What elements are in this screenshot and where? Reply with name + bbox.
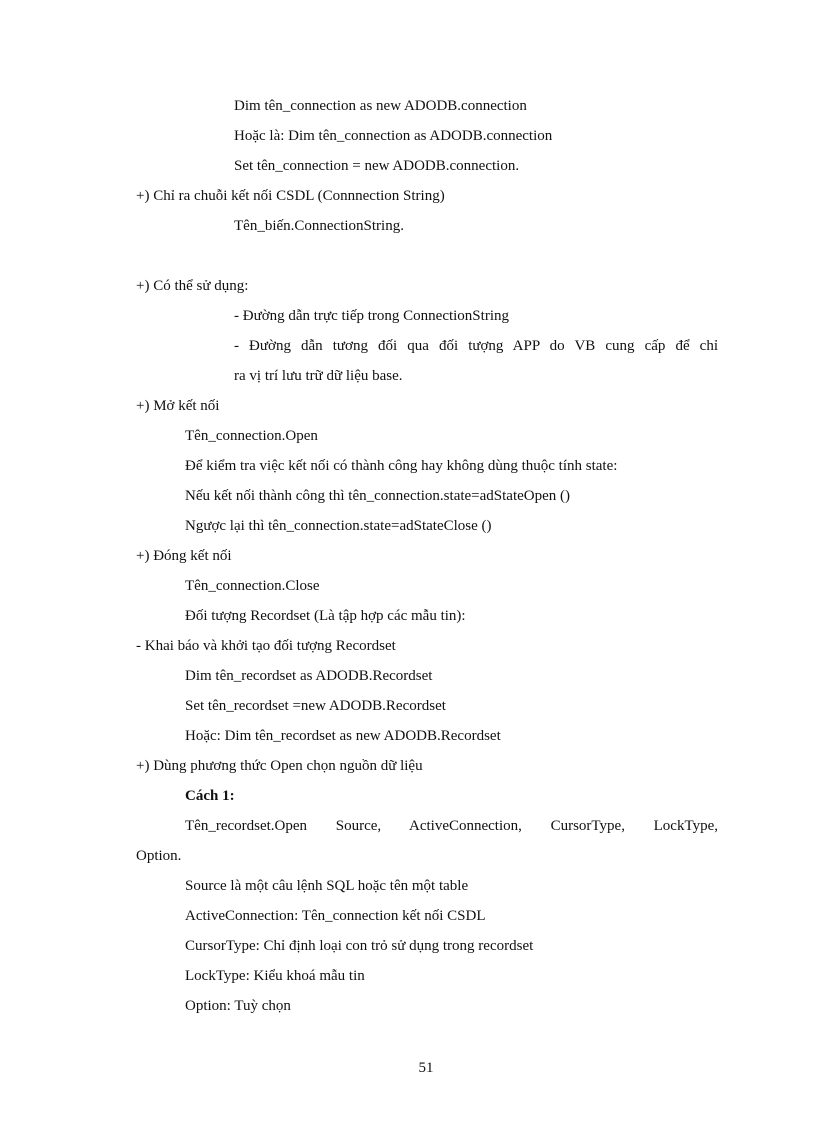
text-line: +) Dùng phương thức Open chọn nguồn dữ liệu	[136, 758, 423, 774]
section-heading: Cách 1:	[185, 788, 235, 804]
text-line: Tên_biến.ConnectionString.	[234, 218, 404, 234]
text-line: ra vị trí lưu trữ dữ liệu base.	[234, 368, 403, 384]
text-line: Tên_connection.Open	[185, 428, 318, 444]
text-line: +) Chỉ ra chuỗi kết nối CSDL (Connnection String)	[136, 188, 445, 204]
text-line: Set tên_connection = new ADODB.connection.	[234, 158, 520, 174]
text-line: Dim tên_recordset as ADODB.Recordset	[185, 668, 433, 684]
text-line: CursorType: Chỉ định loại con trỏ sử dụng trong recordset	[185, 938, 534, 954]
text-line: Nếu kết nối thành công thì tên_connection.state=adStateOpen ()	[185, 488, 571, 504]
text-line: Hoặc là: Dim tên_connection as ADODB.connection	[234, 128, 553, 144]
text-line: - Khai báo và khởi tạo đối tượng Recordset	[136, 638, 396, 654]
text-line: Dim tên_connection as new ADODB.connection	[234, 98, 527, 114]
text-line: Source là một câu lệnh SQL hoặc tên một table	[185, 878, 469, 894]
text-line: - Đường dẫn tương đối qua đối tượng APP do VB cung cấp để chỉ	[234, 338, 718, 354]
text-line: Ngược lại thì tên_connection.state=adStateClose ()	[185, 518, 492, 534]
page-number: 51	[418, 1060, 434, 1076]
text-line: +) Có thể sử dụng:	[136, 278, 249, 294]
text-line: Tên_connection.Close	[185, 578, 320, 594]
text-line: Tên_recordset.Open Source, ActiveConnection, CursorType, LockType,	[185, 818, 718, 834]
text-line: +) Đóng kết nối	[136, 548, 232, 564]
text-line: Để kiểm tra việc kết nối có thành công hay không dùng thuộc tính state:	[185, 458, 618, 474]
text-line: +) Mở kết nối	[136, 398, 220, 414]
text-line: Option.	[136, 848, 182, 864]
text-line: LockType: Kiểu khoá mẫu tin	[185, 968, 365, 984]
text-line: Hoặc: Dim tên_recordset as new ADODB.Recordset	[185, 728, 501, 744]
text-line: Set tên_recordset =new ADODB.Recordset	[185, 698, 446, 714]
text-line: - Đường dẫn trực tiếp trong ConnectionString	[234, 308, 509, 324]
text-line: Đối tượng Recordset (Là tập hợp các mẫu tin):	[185, 608, 466, 624]
text-line: Option: Tuỳ chọn	[185, 998, 291, 1014]
text-line: ActiveConnection: Tên_connection kết nối CSDL	[185, 908, 486, 924]
